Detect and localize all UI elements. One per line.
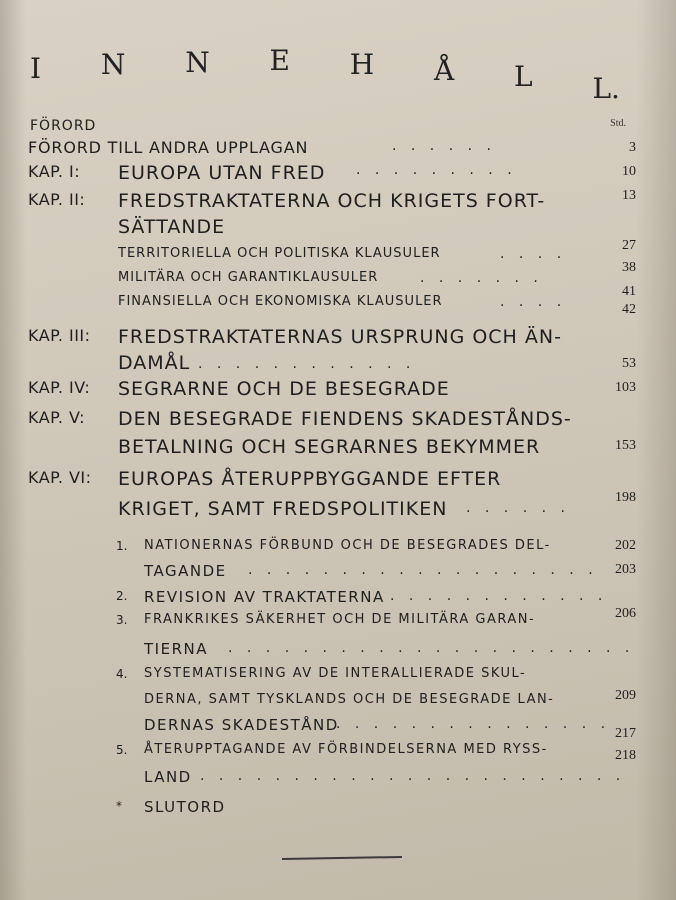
toc-entry	[0, 326, 676, 352]
title-letter: N	[185, 46, 210, 79]
toc-leader-dots: . . . . . . . . .	[356, 162, 517, 178]
toc-leader-dots: . . . .	[500, 294, 567, 310]
toc-leader-dots: . . . . . . . . . . . .	[390, 588, 608, 604]
toc-page-number: 218	[615, 748, 636, 763]
toc-entry	[0, 640, 676, 666]
toc-leader-dots: . . . . . . . . . . . . . . . . . . . . . .	[228, 640, 635, 656]
toc-entry-title: SYSTEMATISERING AV DE INTERALLIERADE SKUL-	[144, 666, 527, 681]
toc-leader-dots: . . . . . .	[392, 138, 496, 154]
toc-entry-title: EUROPA UTAN FRED	[118, 162, 326, 184]
title-letter: N	[100, 48, 126, 81]
toc-entry-title: EUROPAS ÅTERUPPBYGGANDE EFTER	[118, 468, 502, 490]
toc-leader-dots: . . . . . . . . . . . . . . . . . . .	[248, 562, 598, 578]
toc-entry-title: MILITÄRA OCH GARANTIKLAUSULER	[118, 270, 379, 285]
toc-entry	[0, 490, 676, 524]
toc-entry-title: TIERNA	[144, 640, 208, 658]
toc-entry	[0, 688, 676, 718]
title-letter: E	[269, 44, 290, 77]
toc-entry	[0, 768, 676, 794]
toc-entry-title: TAGANDE	[144, 562, 227, 580]
toc-chapter-label: KAP. VI:	[28, 468, 92, 487]
toc-entry	[0, 378, 676, 404]
toc-entry-title: DAMÅL	[118, 352, 191, 374]
toc-entry	[0, 538, 676, 564]
toc-entry	[0, 408, 676, 434]
toc-entry	[0, 716, 676, 742]
toc-entry-title: DERNAS SKADESTÅND	[144, 716, 339, 734]
toc-page-number: 217	[615, 726, 636, 741]
toc-entry-title: FREDSTRAKTATERNAS URSPRUNG OCH ÄN-	[118, 326, 562, 348]
toc-entry-title: NATIONERNAS FÖRBUND OCH DE BESEGRADES DEL-	[144, 538, 551, 553]
toc-entry-title: SLUTORD	[144, 798, 226, 816]
toc-entry-title: FÖRORD TILL ANDRA UPPLAGAN	[28, 138, 309, 157]
toc-entry	[0, 742, 676, 768]
toc-chapter-label: KAP. IV:	[28, 378, 91, 397]
toc-entry	[0, 216, 676, 242]
toc-item-number: 3.	[116, 613, 128, 627]
toc-entry-title: KRIGET, SAMT FREDSPOLITIKEN	[118, 498, 448, 520]
toc-entry-title: DEN BESEGRADE FIENDENS SKADESTÅNDS-	[118, 408, 572, 430]
toc-page-number: 10	[622, 164, 636, 179]
toc-page-number: 13	[622, 188, 636, 203]
toc-entry-title: FREDSTRAKTATERNA OCH KRIGETS FORT-	[118, 190, 546, 212]
toc-entry	[0, 352, 676, 378]
toc-entry	[0, 300, 676, 326]
toc-entry-title: FRANKRIKES SÄKERHET OCH DE MILITÄRA GARAN-	[144, 612, 536, 627]
toc-page-number: 202	[615, 538, 636, 553]
toc-leader-dots: . . . . . . .	[420, 270, 543, 286]
toc-chapter-label: KAP. II:	[28, 190, 86, 209]
toc-leader-dots: . . . . . . . . . . . . . . .	[336, 716, 611, 732]
toc-entry-title: LAND	[144, 768, 192, 786]
toc-entry	[0, 798, 676, 824]
toc-entry	[0, 238, 676, 272]
toc-page-number: 198	[615, 490, 636, 505]
toc-entry	[0, 562, 676, 588]
toc-leader-dots: . . . . . . . . . . . . . . . . . . . . . . .	[200, 768, 626, 784]
toc-entry-title: FINANSIELLA OCH EKONOMISKA KLAUSULER	[118, 294, 443, 309]
toc-chapter-label: KAP. III:	[28, 326, 91, 345]
toc-page-number: 209	[615, 688, 636, 703]
toc-chapter-label: KAP. I:	[28, 162, 81, 181]
toc-entry	[0, 138, 676, 164]
toc-entry-title: SÄTTANDE	[118, 216, 226, 238]
toc-page-number: 41	[622, 284, 636, 299]
toc-entry	[0, 162, 676, 188]
toc-entry	[0, 666, 676, 692]
title-letter: L.	[592, 72, 620, 105]
toc-page-number: 103	[615, 380, 636, 395]
toc-page-number: 206	[615, 606, 636, 621]
toc-page-number: 153	[615, 438, 636, 453]
toc-leader-dots: . . . . . . . . . . . .	[198, 356, 416, 372]
toc-entry	[0, 588, 676, 614]
closing-rule	[282, 856, 402, 860]
toc-item-number: *	[116, 799, 122, 813]
toc-item-number: 2.	[116, 589, 128, 603]
page-title	[30, 40, 620, 105]
toc-page-number: 38	[622, 260, 636, 275]
toc-page-number: 203	[615, 562, 636, 577]
toc-entry	[0, 606, 676, 638]
toc-leader-dots: . . . .	[500, 246, 567, 262]
toc-entry-title: FÖRORD	[30, 118, 97, 134]
title-letter: I	[30, 52, 42, 85]
toc-entry-title: ÅTERUPPTAGANDE AV FÖRBINDELSERNA MED RYSS-	[144, 742, 548, 757]
toc-entry	[0, 468, 676, 494]
toc-entry	[0, 190, 676, 216]
toc-entry	[0, 260, 676, 296]
toc-page-number: 42	[622, 302, 636, 317]
toc-item-number: 4.	[116, 667, 128, 681]
toc-page-number: 27	[622, 238, 636, 253]
toc-entry-title: TERRITORIELLA OCH POLITISKA KLAUSULER	[118, 246, 441, 261]
toc-item-number: 1.	[116, 539, 128, 553]
toc-entry-title: DERNA, SAMT TYSKLANDS OCH DE BESEGRADE LAN-	[144, 692, 555, 707]
toc-leader-dots: . . . . . .	[466, 500, 570, 516]
toc-page-number: 53	[622, 356, 636, 371]
toc-chapter-label: KAP. V:	[28, 408, 86, 427]
toc-entry-title: SEGRARNE OCH DE BESEGRADE	[118, 378, 450, 400]
toc-page-number: 3	[629, 140, 636, 155]
page-column-label: Std.	[610, 118, 626, 129]
toc-item-number: 5.	[116, 743, 128, 757]
title-letter: Å	[434, 54, 455, 87]
toc-entry	[0, 436, 676, 462]
title-letter: L	[514, 60, 533, 93]
toc-entry-title: REVISION AV TRAKTATERNA	[144, 588, 385, 606]
toc-entry-title: BETALNING OCH SEGRARNES BEKYMMER	[118, 436, 541, 458]
title-letter: H	[349, 48, 375, 81]
